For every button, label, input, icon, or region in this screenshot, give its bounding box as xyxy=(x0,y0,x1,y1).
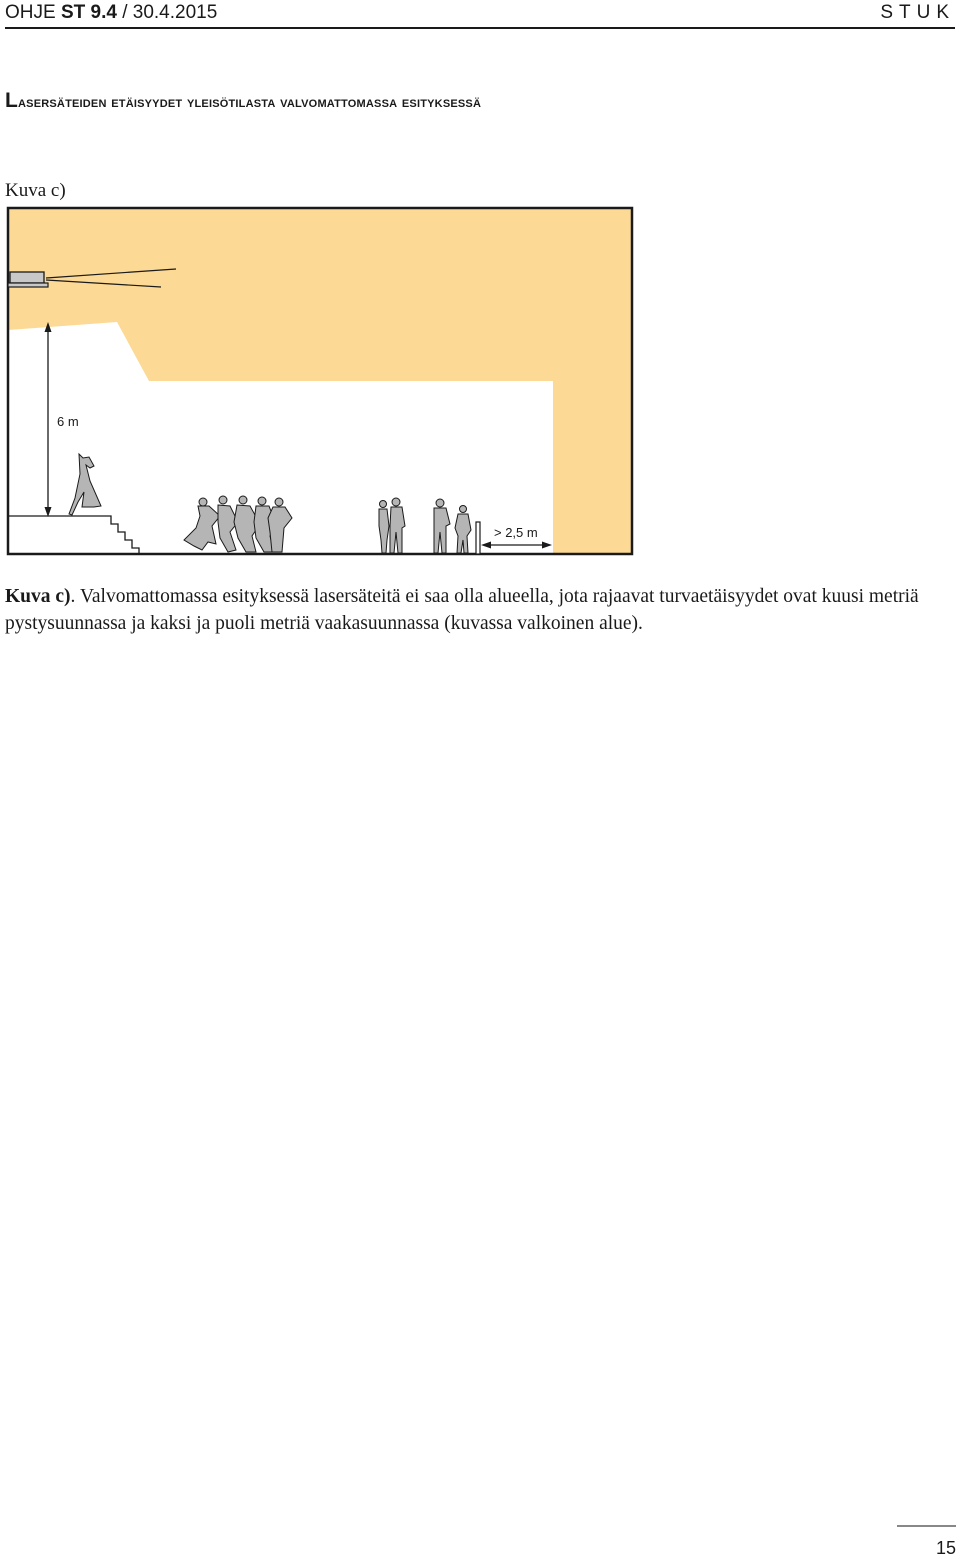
figure-caption: Kuva c). Valvomattomassa esityksessä lasersäteitä ei saa olla alueella, jota rajaavat turvaetäisyydet ovat kuusi metriä pystysuunnassa ja kaksi ja puoli metriä vaakasuunnassa (kuvassa valkoinen alue). xyxy=(5,586,919,634)
header-rule xyxy=(5,27,955,29)
page-number: 15 xyxy=(935,1538,956,1558)
organization-name: STUK xyxy=(880,2,955,23)
document-id: OHJE ST 9.4 / 30.4.2015 xyxy=(5,2,218,23)
page-header xyxy=(5,2,955,26)
footer-rule xyxy=(897,1525,956,1527)
laser-distance-figure xyxy=(6,206,634,556)
figure-label: Kuva c) xyxy=(5,180,66,201)
laser-projector-icon xyxy=(8,272,48,287)
boundary-post xyxy=(476,522,480,554)
horizontal-distance-label: > 2,5 m xyxy=(494,525,538,540)
vertical-distance-label: 6 m xyxy=(57,414,79,429)
section-title: Lasersäteiden etäisyydet yleisötilasta valvomattomassa esityksessä xyxy=(5,89,482,112)
